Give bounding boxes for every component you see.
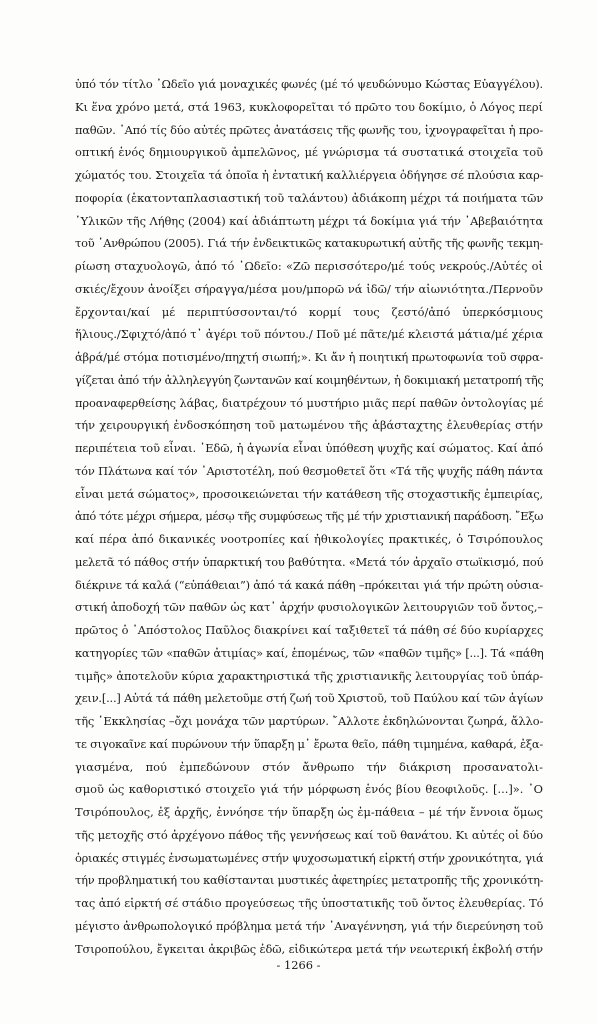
- text-line: τε σιγοκαῖνε καί πυρώνουν τήν ὕπαρξη μ᾿ ἔρωτα θεῖο, πάθη τιμημένα, καθαρά, ἐξα-: [75, 736, 543, 751]
- text-line: εἶναι μετά σώματος», προσοικειώνεται τήν κατάθεση τῆς στοχαστικῆς ἐμπειρίας,: [75, 486, 543, 501]
- text-line: ἔρχονται/καί μέ περιπτύσσονται/τό κορμί τους ζεστό/ἀπό ὑπερκόσμιους: [75, 304, 543, 319]
- text-line: ῾Υλικῶν τῆς Λήθης (2004) καί ἀδιάπτωτη μέχρι τά δοκίμια γιά τήν ᾿Αβεβαιότητα: [75, 213, 543, 228]
- text-line: οπτική ἑνός δημιουργικοῦ ἀμπελῶνος, μέ γνώρισμα τά συστατικά στοιχεῖα τοῦ: [75, 145, 543, 160]
- text-line: ὁριακές στιγμές ἐνσωματωμένες στήν ψυχοσωματική εἱρκτή στήν χρονικότητα, γιά: [75, 850, 543, 865]
- page-number: - 1266 -: [276, 958, 321, 972]
- text-line: καί πέρα ἀπό δικανικές νοοτροπίες καί ἠθικολογίες πρακτικές, ὁ Τσιρόπουλος: [75, 532, 543, 546]
- text-line: τιμῆς» ἀποτελοῦν κύρια χαρακτηριστικά τῆς χριστιανικῆς λειτουργίας τοῦ ὑπάρ-: [75, 668, 543, 683]
- text-line: Τσιροπούλου, ἔγκειται ἀκριβῶς ἐδῶ, εἰδικώτερα μετά τήν νεωτερική ἐκβολή στήν: [75, 941, 543, 956]
- text-line: χώματός του. Στοιχεῖα τά ὁποῖα ἡ ἐντατική καλλιέργεια ὁδήγησε σέ πλούσια καρ-: [75, 168, 543, 182]
- text-line: χειν.[...] Αὐτά τά πάθη μελετοῦμε στή ζωή τοῦ Χριστοῦ, τοῦ Παύλου καί τῶν ἁγίων: [75, 691, 543, 706]
- text-line: Κι ἕνα χρόνο μετά, στά 1963, κυκλοφορεῖται τό πρῶτο του δοκίμιο, ὁ Λόγος περί: [75, 99, 543, 114]
- text-line: διέκρινε τά καλά (“εὐπάθειαι”) ἀπό τά κακά πάθη –πρόκειται γιά τήν πρώτη οὐσια-: [75, 577, 543, 592]
- body-text: [75, 73, 543, 960]
- text-line: μέγιστο ἀνθρωπολογικό πρόβλημα μετά τήν ᾿Αναγέννηση, γιά τήν διερεύνηση τοῦ: [75, 918, 543, 933]
- text-line: πρῶτος ὁ ᾿Απόστολος Παῦλος διακρίνει καί ταξιθετεῖ τά πάθη σέ δύο κυρίαρχες: [75, 623, 543, 637]
- text-line: σκιές/ἔχουν ἀνοίξει σήραγγα/μέσα μου/μπορῶ νά ἰδῶ/ τήν αἰωνιότητα./Περνοῦν: [75, 281, 543, 296]
- text-line: τῆς μετοχῆς στό ἀρχέγονο πάθος τῆς γεννήσεως καί τοῦ θανάτου. Κι αὐτές οἱ δύο: [75, 827, 543, 842]
- text-line: τόν Πλάτωνα καί τόν ᾿Αριστοτέλη, πού θεσμοθετεῖ ὅτι «Τά τῆς ψυχῆς πάθη πάντα: [75, 463, 543, 478]
- text-line: ἥλιους./Σφιχτό/ἀπό τ᾿ ἀγέρι τοῦ πόντου./ Ποῦ μέ πᾶτε/μέ κλειστά μάτια/μέ χέρια: [75, 327, 543, 342]
- text-line: γίζεται ἀπό τήν ἀλληλεγγύη ζωντανῶν καί κοιμηθέντων, ἡ δοκιμιακή μετατροπή τῆς: [75, 372, 543, 387]
- text-line: κατηγορίες τῶν «παθῶν ἀτιμίας» καί, ἑπομένως, τῶν «παθῶν τιμῆς» [...]. Τά «πάθη: [75, 645, 543, 660]
- text-line: σμοῦ ὡς καθοριστικό στοιχεῖο γιά τήν μόρφωση ἑνός βίου θεοφιλοῦς. [...]». ᾿Ο: [75, 782, 543, 797]
- text-line: προαναφερθείσης λάβας, διατρέχουν τό μυστήριο μιᾶς περί παθῶν ὀντολογίας μέ: [75, 395, 543, 410]
- text-line: γιασμένα, πού ἐμπεδώνουν στόν ἄνθρωπο τήν διάκριση προσανατολι-: [75, 759, 543, 774]
- text-line: τας ἀπό εἱρκτή σέ στάδιο προγεύσεως τῆς ὑποστατικῆς τοῦ ὄντος ἐλευθερίας. Τό: [75, 896, 543, 910]
- text-line: μελετᾶ τό πάθος στήν ὑπαρκτική του βαθύτητα. «Μετά τόν ἀρχαῖο στωϊκισμό, πού: [75, 554, 543, 569]
- text-line: τοῦ ᾿Ανθρώπου (2005). Γιά τήν ἐνδεικτικῶς κατακυρωτική αὐτῆς τῆς φωνῆς τεκμη-: [75, 236, 543, 251]
- text-line: ἀπό τότε μέχρι σήμερα, μέσῳ τῆς συμφύσεως τῆς μέ τήν χριστιανική παράδοση. ῎Εξω: [75, 509, 543, 524]
- text-line: ἁβρά/μέ στόμα ποτισμένο/πηχτή σιωπή;». Κι ἄν ἡ ποιητική πρωτοφωνία τοῦ σφρα-: [75, 350, 543, 364]
- text-line: τήν χειρουργική ἐνδοσκόπηση τοῦ ματωμένου τῆς ἀβάσταχτης ἐλευθερίας στήν: [75, 418, 543, 433]
- text-line: Τσιρόπουλος, ἐξ ἀρχῆς, ἐννόησε τήν ὕπαρξη ὡς ἐμ-πάθεια – μέ τήν ἔννοια ὅμως: [75, 805, 543, 819]
- text-line: ρίωση σταχυολογῶ, ἀπό τό ᾿Ωδεῖο: «Ζῶ περισσότερο/μέ τούς νεκρούς./Αὐτές οἱ: [75, 259, 543, 273]
- text-line: περιπέτεια τοῦ εἶναι. ᾿Εδῶ, ἡ ἀγωνία εἶναι ὑπόθεση ψυχῆς καί σώματος. Καί ἀπό: [75, 441, 543, 455]
- text-line: παθῶν. ᾿Από τίς δύο αὐτές πρῶτες ἀνατάσεις τῆς φωνῆς του, ἰχνογραφεῖται ἡ προ-: [75, 122, 543, 137]
- text-line: ποφορία (ἑκατονταπλασιαστική τοῦ ταλάντου) ἀδιάκοπη μέχρι τά ποιήματα τῶν: [75, 190, 543, 205]
- text-line: στική ἀποδοχή τῶν παθῶν ὡς κατ᾿ ἀρχήν φυσιολογικῶν λειτουργιῶν τοῦ ὄντος,–: [75, 600, 543, 615]
- text-line: τήν προβληματική του καθίστανται μυστικές ἀφετηρίες μετατροπῆς τῆς χρονικότη-: [75, 873, 543, 888]
- text-line: τῆς ᾿Εκκλησίας –ὄχι μονάχα τῶν μαρτύρων. ῎Αλλοτε ἐκδηλώνονται ζωηρά, ἄλλο-: [75, 714, 543, 728]
- text-line: ὑπό τόν τίτλο ᾿Ωδεῖο γιά μοναχικές φωνές (μέ τό ψευδώνυμο Κώστας Εὐαγγέλου).: [75, 77, 543, 91]
